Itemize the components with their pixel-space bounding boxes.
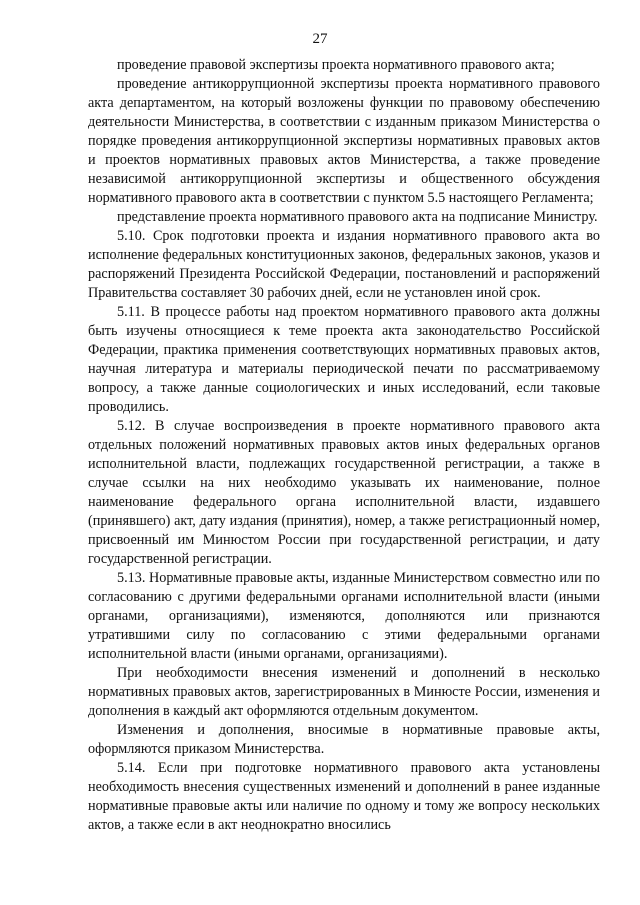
body-paragraph: 5.14. Если при подготовке нормативного правового акта установлены необходимость внесения существенных изменений и дополнений в ранее изданные нормативные правовые акты или наличие по одному и тому же вопросу нескольких актов, а также если в акт неоднократно вносились (88, 760, 600, 833)
body-paragraph: 5.11. В процессе работы над проектом нормативного правового акта должны быть изучены относящиеся к теме проекта акта законодательство Российской Федерации, практика применения соответствующих нормативных правовых актов, научная литература и материалы периодической печати по рассматриваемому вопросу, а также данные социологических и иных исследований, если таковые проводились. (88, 304, 600, 415)
document-body (88, 56, 600, 835)
body-paragraph: При необходимости внесения изменений и дополнений в несколько нормативных правовых актов, зарегистрированных в Минюсте России, изменения и дополнения в каждый акт оформляются отдельным документом. (88, 665, 600, 719)
body-paragraph: проведение антикоррупционной экспертизы проекта нормативного правового акта департаментом, на который возложены функции по правовому обеспечению деятельности Министерства, в соответствии с изданным приказом Министерства о порядке проведения антикоррупционной экспертизы нормативных правовых актов и проектов нормативных правовых актов Министерства, а также проведение независимой антикоррупционной экспертизы и общественного обсуждения нормативного правового акта в соответствии с пунктом 5.5 настоящего Регламента; (88, 76, 600, 206)
page-number: 27 (312, 31, 328, 47)
body-paragraph: проведение правовой экспертизы проекта нормативного правового акта; (117, 57, 555, 73)
body-paragraph: 5.13. Нормативные правовые акты, изданные Министерством совместно или по согласованию с другими федеральными органами исполнительной власти (иными органами, организациями), изменяются, дополняются или признаются утратившими силу по согласованию с этими федеральными органами исполнительной власти (иными органами, организациями). (88, 570, 600, 662)
body-paragraph: представление проекта нормативного правового акта на подписание Министру. (117, 209, 598, 225)
body-paragraph: Изменения и дополнения, вносимые в нормативные правовые акты, оформляются приказом Министерства. (88, 722, 600, 757)
body-paragraph: 5.10. Срок подготовки проекта и издания нормативного правового акта во исполнение федеральных конституционных законов, федеральных законов, указов и распоряжений Президента Российской Федерации, постановлений и распоряжений Правительства составляет 30 рабочих дней, если не установлен иной срок. (88, 228, 600, 301)
body-paragraph: 5.12. В случае воспроизведения в проекте нормативного правового акта отдельных положений нормативных правовых актов иных федеральных органов исполнительной власти, подлежащих государственной регистрации, а также в случае ссылки на них необходимо указывать их наименование, полное наименование федерального органа исполнительной власти, издавшего (принявшего) акт, дату издания (принятия), номер, а также регистрационный номер, присвоенный им Минюстом России при государственной регистрации, и дату государственной регистрации. (88, 418, 600, 567)
